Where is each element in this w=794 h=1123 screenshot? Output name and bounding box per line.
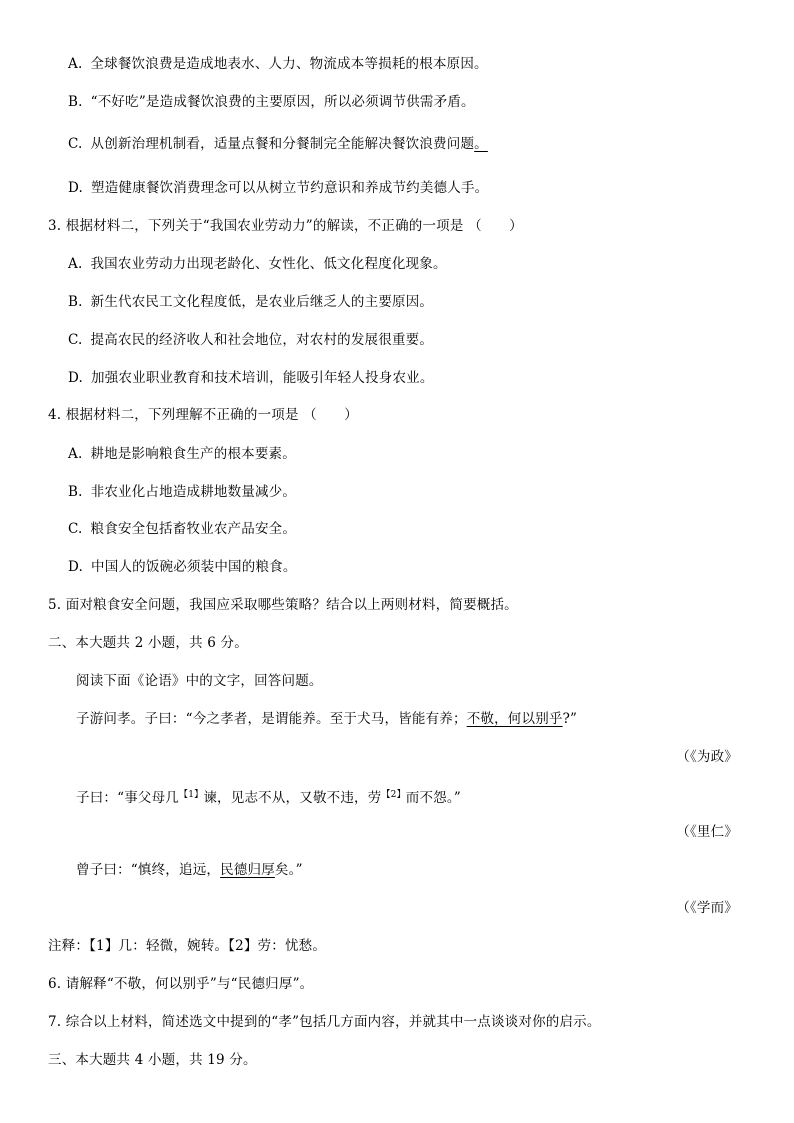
quote-text-end: 矣。” [274, 862, 303, 878]
note-marker-1: 【1】 [179, 790, 204, 800]
q7-stem: 7. 综合以上材料，简述选文中提到的“孝”包括几方面内容，并就其中一点谈谈对你的启示。 [48, 1014, 601, 1030]
q3-option-b [68, 293, 433, 311]
option-letter: C. [68, 136, 83, 152]
quote-underlined: 民德归厚 [220, 862, 275, 878]
option-letter: C. [68, 332, 83, 348]
section2-intro: 阅读下面《论语》中的文字，回答问题。 [76, 673, 323, 689]
q4-option-a [68, 445, 296, 463]
option-letter: D. [68, 559, 84, 575]
q3-option-c [68, 331, 433, 349]
quote-source-weizheng: （《为政》 [676, 749, 738, 765]
option-text: 加强农业职业教育和技术培训，能吸引年轻人投身农业。 [91, 370, 434, 386]
quote-weizheng [76, 710, 577, 728]
option-letter: A. [68, 256, 83, 272]
option-text: 新生代农民工文化程度低，是农业后继乏人的主要原因。 [90, 294, 434, 310]
option-text: “不好吃”是造成餐饮浪费的主要原因，所以必须调节供需矛盾。 [90, 94, 475, 110]
q2-option-b [68, 93, 475, 111]
quote-xueer [76, 861, 303, 879]
option-text: 耕地是影响粮食生产的根本要素。 [90, 446, 296, 462]
option-letter: D. [68, 180, 84, 196]
quote-source-xueer: （《学而》 [676, 900, 738, 916]
q2-option-a [68, 55, 488, 73]
option-text: 从创新治理机制看，适量点餐和分餐制完全能解决餐饮浪费问题 [90, 136, 475, 152]
option-text: 粮食安全包括畜牧业农产品安全。 [90, 521, 297, 537]
quote-text: 子曰：“事父母几 [76, 790, 180, 806]
quote-underlined: 不敬，何以别乎 [466, 711, 563, 727]
q4-option-b [68, 483, 296, 501]
q4-stem: 4. 根据材料二，下列理解不正确的一项是 （ ） [48, 407, 358, 423]
option-text: 非农业化占地造成耕地数量减少。 [90, 484, 297, 500]
option-letter: A. [68, 446, 83, 462]
q6-stem: 6. 请解释“不敬，何以别乎”与“民德归厚”。 [48, 976, 314, 992]
q2-option-d [68, 179, 488, 197]
option-letter: B. [68, 294, 83, 310]
option-tail: 。 [474, 136, 488, 152]
annotation-notes: 注释：【1】几：轻微，婉转。【2】劳：忧愁。 [48, 938, 327, 954]
option-text: 塑造健康餐饮消费理念可以从树立节约意识和养成节约美德人手。 [91, 180, 489, 196]
option-text: 全球餐饮浪费是造成地表水、人力、物流成本等损耗的根本原因。 [90, 56, 488, 72]
q3-option-d [68, 369, 434, 387]
q3-option-a [68, 255, 447, 273]
option-text: 提高农民的经济收人和社会地位，对农村的发展很重要。 [90, 332, 434, 348]
quote-text: 子游问孝。子曰：“今之孝者，是谓能养。至于犬马，皆能有养； [76, 711, 467, 727]
quote-text-mid: 谏，见志不从，又敬不违，劳 [203, 790, 382, 806]
quote-source-liren: （《里仁》 [676, 824, 738, 840]
q2-option-c [68, 135, 488, 153]
section3-heading: 三、本大题共 4 小题，共 19 分。 [48, 1052, 257, 1068]
option-letter: D. [68, 370, 84, 386]
option-letter: B. [68, 484, 83, 500]
quote-text-end: 而不怨。” [405, 790, 461, 806]
q4-option-d [68, 558, 297, 576]
q3-stem: 3. 根据材料二，下列关于“我国农业劳动力”的解读，不正确的一项是 （ ） [48, 218, 523, 234]
quote-text-end: ?” [562, 711, 578, 727]
option-letter: A. [68, 56, 83, 72]
q4-option-c [68, 520, 296, 538]
note-marker-2: 【2】 [381, 790, 406, 800]
option-text: 我国农业劳动力出现老龄化、女性化、低文化程度化现象。 [90, 256, 447, 272]
quote-liren [76, 786, 461, 807]
option-letter: B. [68, 94, 83, 110]
section2-heading: 二、本大题共 2 小题，共 6 分。 [48, 635, 248, 651]
option-letter: C. [68, 521, 83, 537]
option-text: 中国人的饭碗必须装中国的粮食。 [91, 559, 297, 575]
q5-stem: 5. 面对粮食安全问题，我国应采取哪些策略？结合以上两则材料，简要概括。 [48, 597, 518, 613]
quote-text: 曾子曰：“慎终，追远， [76, 862, 221, 878]
